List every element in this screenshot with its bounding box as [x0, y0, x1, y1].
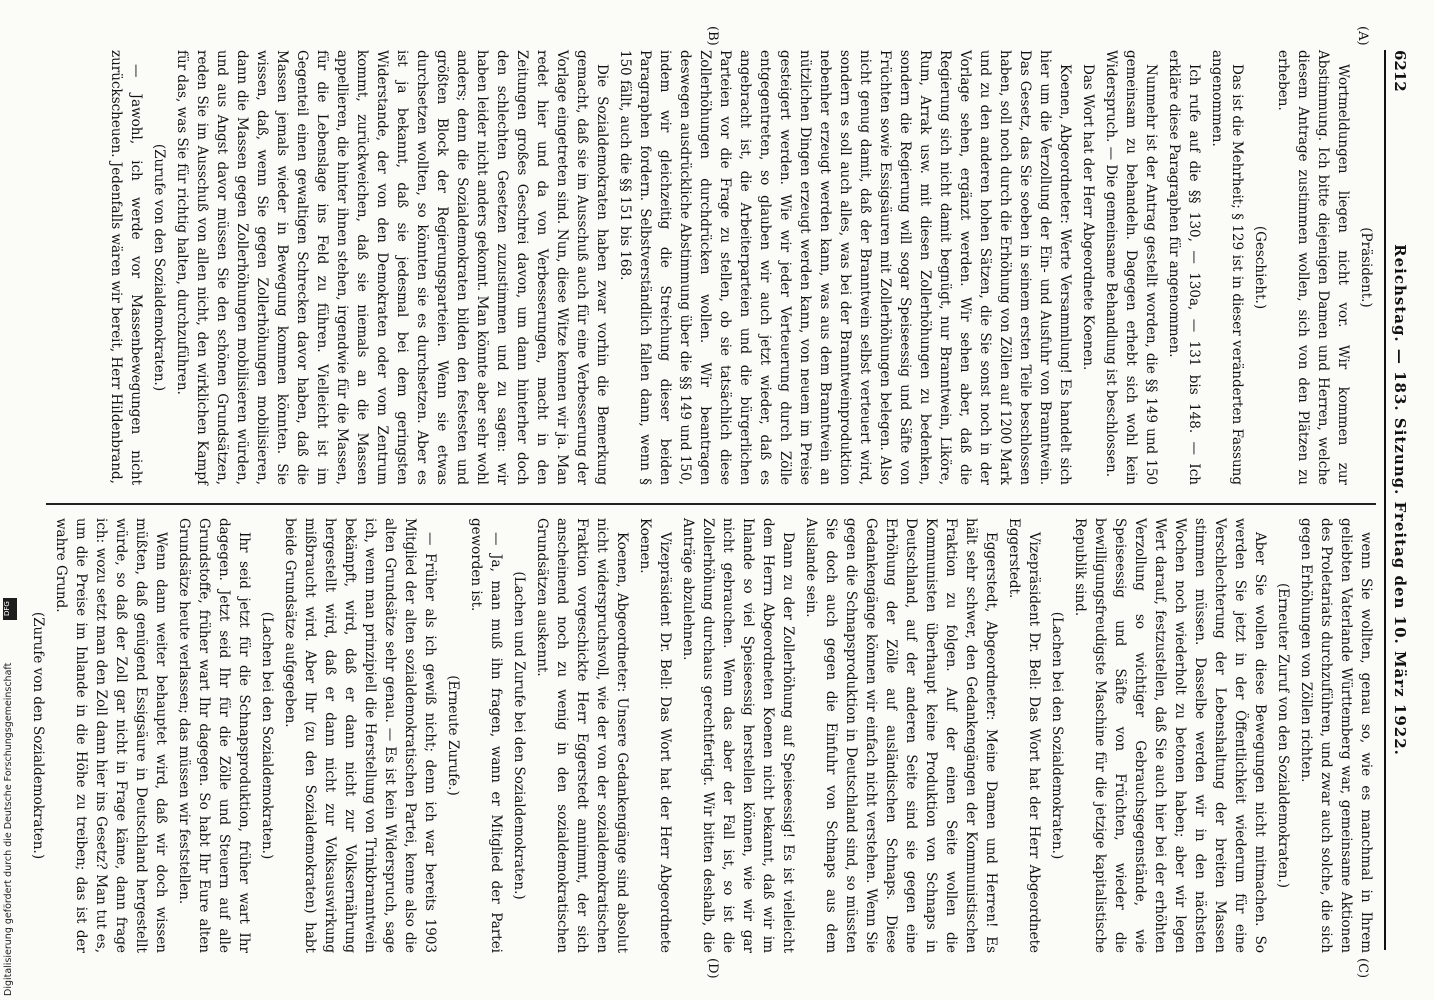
page-number: 6212: [1391, 50, 1409, 92]
dfg-logo: DFG: [3, 598, 17, 620]
column-divider: [46, 503, 1376, 505]
paragraph: Die Sozialdemokraten haben zwar vorhin die Bemerkung gemacht, daß sie im Ausschuß auch für eine Verbesserung der Vorlage eingetreten sind. Nun, diese Witze kennen wir ja. Man redet hier und da von Verbesserungen, macht in den Zeitungen großes Geschrei davon, um dann hinterher doch den schlechten Gesetzen zuzustimmen und zu sagen: wir haben leider nicht anders gekonnt. Man könnte aber sehr wohl anders; denn die Sozialdemokraten bilden den festesten und größten Block der Regierungsparteien. Wenn sie etwas durchsetzen wollten, so könnten sie es durchsetzen. Aber es ist ja bekannt, daß sie jedesmal bei dem geringsten Widerstande, der von den Demokraten oder vom Zentrum kommt, zurückweichen, daß sie niemals an die Massen appellieren, die hinter ihnen stehen, irgendwie für die Massen, für die Lebenslage ins Feld zu führen. Vielleicht ist im Gegenteil einen gewaltigen Schrecken davor haben, daß die Massen jemals wieder in Bewegung kommen könnten. Sie wissen, daß, wenn Sie gegen Zollerhöhungen mobilisieren, dann die Massen gegen Zollerhöhungen mobilisieren würden, und aus Angst davor müssen Sie den schönen Grundsätzen, reden Sie im Ausschuß von allen nicht, den wirklichen Kampf für das, was Sie für richtig halten, durchzuführen.: [174, 50, 610, 485]
page-title: Reichstag. — 183. Sitzung. Freitag den 10. März 1922.: [1391, 244, 1409, 756]
stage-direction: (Lachen bei den Sozialdemokraten.): [259, 611, 275, 860]
paragraph: Vizepräsident Dr. Bell: Das Wort hat der Herr Abgeordnete Eggerstedt.: [1006, 518, 1042, 953]
paragraph: Aber Sie wollen diese Bewegungen nicht mitmachen. So werden Sie jetzt in der Öffentlichkeit wiederum für eine Verschlechterung der Lebenshaltung der breiten Massen stimmen müssen. Dasselbe werden wir in den nächsten Wochen noch wiederholt zu betonen haben; aber wir legen Wert darauf, festzustellen, daß Sie auch hier bei der erhöhten Verzollung so wichtiger Gebrauchsgegenstände, wie Speiseessig und Säfte von Früchten, wieder die bewilligungsfreudigste Maschine für die jetzige kapitalistische Republik sind.: [1072, 518, 1268, 953]
paragraph: Eggerstedt, Abgeordneter: Meine Damen und Herren! Es hält sehr schwer, den Gedankengängen der Kommunistischen Fraktion zu folgen. Auf der einen Seite wollen die Kommunisten überhaupt keine Produktion von Schnaps in Deutschland, auf der anderen Seite sind sie gegen eine Erhöhung der Zölle auf ausländischen Schnaps. Diese Gedankengänge können wir einfach nicht verstehen. Wenn Sie gegen die Schnapsproduktion in Deutschland sind, so müssten Sie doch auch gegen die Einfuhr von Schnaps aus dem Auslande sein.: [803, 518, 999, 953]
stage-direction: (Lachen und Zurufe bei den Sozialdemokraten.): [511, 571, 527, 900]
paragraph: Wenn dann weiter behauptet wird, daß wir doch wissen müßten, daß genügend Essigsäure in Deutschland hergestellt würde, so daß der Zoll gar nicht in Frage käme, dann frage ich: wozu setzt man den Zoll dann hier ins Gesetz? Man tut es, um die Preise im Inlande in die Höhe zu treiben; das ist der wahre Grund.: [53, 518, 169, 953]
speaker-tag: (Präsident.): [1358, 227, 1374, 308]
margin-mark-a: (A): [1355, 26, 1370, 46]
paragraph: Dann zu der Zollerhöhung auf Speiseessig! Es ist vielleicht dem Herrn Abgeordneten Koenen nicht bekannt, daß wir im Inlande so viel Speiseessig herstellen können, wie wir gar nicht gebrauchen. Wenn das aber der Fall ist, so ist die Zollerhöhung durchaus gerechtfertigt. Wir bitten deshalb, die Anträge abzulehnen.: [680, 518, 796, 953]
paragraph: Koenen, Abgeordneter: Werte Versammlung! Es handelt sich hier um die Verzollung der Ein- und Ausfuhr von Branntwein. Das Gesetz, das Sie soeben in seinem ersten Teile beschlossen haben, soll noch durch die Erhöhung von Zöllen auf 1200 Mark und zu den anderen hohen Sätzen, die Sie sonst noch in der Vorlage sehen, ergänzt werden. Wir sehen aber, daß die Regierung sich nicht damit begnügt, nur Branntwein, Liköre, Rum, Arrak usw. mit diesen Zollerhöhungen zu bedenken, sondern die Regierung will sogar Speiseessig und Säfte von Früchten sowie Essigsäuren mit Zollerhöhungen belegen. Also nicht genug damit, daß der Branntwein selbst verteuert wird, sondern es soll auch alles, was bei der Branntweinproduktion nebenher erzeugt werden kann, was aus dem Branntwein an nützlichen Dingen erzeugt werden kann, von neuem im Preise gesteigert werden. Wie wir jeder Verteuerung durch Zölle entgegentreten, so glauben wir auch jetzt wieder, daß es angebracht ist, die Arbeiterparteien und die bürgerlichen Parteien vor die Frage zu stellen, ob sie tatsächlich diese Zollerhöhungen durchdrücken wollen. Wir beantragen deswegen ausdrückliche Abstimmung über die §§ 149 und 150, indem wir gleichzeitig die Streichung dieser beiden Paragraphen fordern. Selbstverständlich fallen dann, wenn § 150 fällt, auch die §§ 151 bis 168.: [617, 50, 1073, 485]
text-column-right: [30, 518, 1376, 953]
paragraph: Das ist die Mehrheit; § 129 ist in dieser veränderten Fassung angenommen.: [1209, 50, 1245, 485]
stage-direction: (Zurufe von den Sozialdemokraten.): [151, 143, 167, 392]
paragraph: Wortmeldungen liegen nicht vor. Wir kommen zur Abstimmung. Ich bitte diejenigen Damen und Herren, welche diesem Antrage zustimmen wollen, sich von den Plätzen zu erheben.: [1275, 50, 1351, 485]
text-column-left: [36, 50, 1376, 485]
stage-direction: (Erneute Zurufe.): [445, 675, 461, 796]
paragraph: Koenen, Abgeordneter: Unsere Gedankengänge sind absolut nicht widerspruchsvoll, wie der von der sozialdemokratischen Fraktion vorgeschickte Herr Eggerstedt annimmt, der sich anscheinend noch zu wenig in den sozialdemokratischen Grundsätzen auskennt.: [534, 518, 630, 953]
paragraph: Vizepräsident Dr. Bell: Das Wort hat der Herr Abgeordnete Koenen.: [637, 518, 673, 953]
paragraph: Ich rufe auf die §§ 130, — 130a, — 131 bis 148. — Ich erkläre diese Paragraphen für angenommen.: [1166, 50, 1202, 485]
paragraph: Nunmehr ist der Antrag gestellt worden, die §§ 149 und 150 gemeinsam zu behandeln. Dagegen erhebt sich wohl kein Widerspruch. — Die gemeinsame Behandlung ist beschlossen.: [1103, 50, 1159, 485]
sidebar-credit: [2, 598, 18, 996]
margin-mark-b: (B): [705, 26, 720, 46]
paragraph: Ihr seid jetzt für die Schnapsproduktion, früher wart Ihr dagegen. Jetzt seid Ihr für die Zölle und Steuern auf alle Grundstoffe, früher wart Ihr dagegen. So habt Ihr Eure alten Grundsätze heute verlassen; das müssen wir feststellen.: [176, 518, 252, 953]
funding-note: Digitalisierung gefördert durch die Deutsche Forschungsgemeinschaft: [3, 662, 14, 996]
stage-direction: (Zurufe von den Sozialdemokraten.): [30, 611, 46, 860]
paragraph: — Ja, man muß ihn fragen, wann er Mitglied der Partei geworden ist.: [468, 518, 504, 953]
stage-direction: (Geschieht.): [1252, 225, 1268, 310]
margin-mark-c: (C): [1355, 958, 1370, 979]
stage-direction: (Lachen bei den Sozialdemokraten.): [1049, 611, 1065, 860]
margin-mark-d: (D): [705, 958, 720, 979]
paragraph: — Früher als ich gewiß nicht; denn ich war bereits 1903 Mitglied der alten sozialdemokratischen Partei, kenne also die alten Grundsätze sehr genau. — Es ist kein Widerspruch, sage ich, wenn man prinzipiell die Herstellung von Trinkbranntwein bekämpft, wird, daß er dann nicht zur Volksernährung hergestellt wird, daß er dann nicht zur Volksauswirkung mißbraucht wird. Aber Ihr (zu den Sozialdemokraten) habt beide Grundsätze aufgegeben.: [282, 518, 438, 953]
rotated-page: [0, 20, 1420, 980]
paragraph: — Jawohl, ich werde vor Massenbewegungen nicht zurückscheuen. Jedenfalls wären wir bereit, Herr Hildenbrand,: [108, 50, 144, 485]
paragraph: wenn Sie wollten, genau so, wie es manchmal in Ihrem geliebten Vaterlande Württemberg war, gemeinsame Aktionen des Proletariats durchzuführen, und zwar auch solche, die sich gegen Erhöhungen von Zöllen richten.: [1298, 518, 1374, 953]
stage-direction: (Erneuter Zuruf von den Sozialdemokraten.): [1275, 582, 1291, 889]
paragraph: Das Wort hat der Herr Abgeordnete Koenen.: [1080, 64, 1096, 371]
page-header: [1384, 50, 1412, 950]
